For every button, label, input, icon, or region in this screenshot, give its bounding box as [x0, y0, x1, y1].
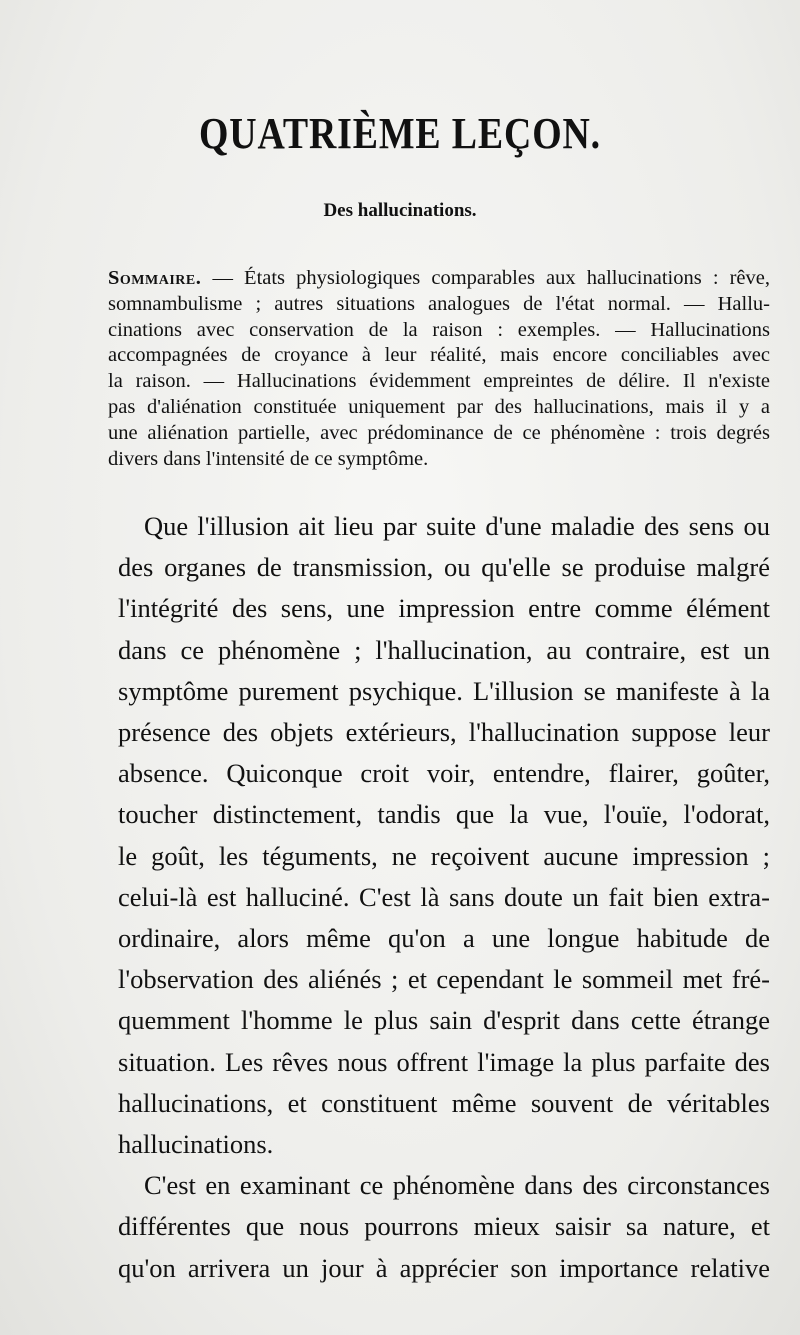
paragraph-line: présence des objets extérieurs, l'hallucination suppose leur — [118, 717, 770, 748]
summary-line-text: — États physiologiques comparables aux hallucinations : rêve, — [212, 267, 771, 289]
paragraph-line: différentes que nous pourrons mieux saisir sa nature, et — [118, 1211, 770, 1242]
paragraph-line: l'intégrité des sens, une impression entre comme élément — [118, 593, 770, 624]
paragraph-line: toucher distinctement, tandis que la vue, l'ouïe, l'odorat, — [118, 799, 770, 830]
paragraph-line: l'observation des aliénés ; et cependant le sommeil met fré- — [118, 964, 770, 995]
summary-line: somnambulisme ; autres situations analogues de l'état normal. — Hallu- — [108, 292, 770, 315]
chapter-subtitle: Des hallucinations. — [323, 200, 477, 221]
paragraph-line: hallucinations. — [118, 1129, 274, 1160]
paragraph-line: le goût, les téguments, ne reçoivent aucune impression ; — [118, 840, 770, 871]
summary-line: une aliénation partielle, avec prédominance de ce phénomène : trois degrés — [108, 421, 770, 444]
summary-line: pas d'aliénation constituée uniquement par des hallucinations, mais il y a — [108, 395, 770, 418]
summary-line: cinations avec conservation de la raison : exemples. — Hallucinations — [108, 318, 770, 341]
body-text — [118, 506, 770, 1289]
paragraph-line: qu'on arrivera un jour à apprécier son importance relative — [118, 1252, 770, 1283]
summary-label: Sommaire. — [108, 267, 202, 289]
summary-line: divers dans l'intensité de ce symptôme. — [108, 447, 429, 470]
paragraph-line: celui-là est halluciné. C'est là sans doute un fait bien extra- — [118, 881, 770, 912]
paragraph-line: hallucinations, et constituent même souvent de véritables — [118, 1087, 770, 1118]
summary-line: accompagnées de croyance à leur réalité, mais encore conciliables avec — [108, 344, 770, 367]
chapter-heading: QUATRIÈME LEÇON. — [198, 109, 601, 158]
paragraph-line: ordinaire, alors même qu'on a une longue habitude de — [118, 923, 770, 954]
paragraph-line: Que l'illusion ait lieu par suite d'une maladie des sens ou — [144, 511, 770, 541]
summary-line — [108, 266, 770, 292]
paragraph-line: des organes de transmission, ou qu'elle se produise malgré — [118, 552, 770, 583]
paragraph-line: dans ce phénomène ; l'hallucination, au contraire, est un — [118, 634, 770, 665]
paragraph-line: quemment l'homme le plus sain d'esprit dans cette étrange — [118, 1005, 770, 1036]
paragraph-line: symptôme purement psychique. L'illusion se manifeste à la — [118, 675, 770, 706]
summary-block — [108, 266, 770, 472]
paragraph-line: situation. Les rêves nous offrent l'image la plus parfaite des — [118, 1046, 770, 1077]
paragraph-line: C'est en examinant ce phénomène dans des circonstances — [144, 1170, 770, 1201]
summary-line: la raison. — Hallucinations évidemment empreintes de délire. Il n'existe — [108, 370, 770, 393]
paragraph-line: absence. Quiconque croit voir, entendre, flairer, goûter, — [118, 758, 770, 789]
